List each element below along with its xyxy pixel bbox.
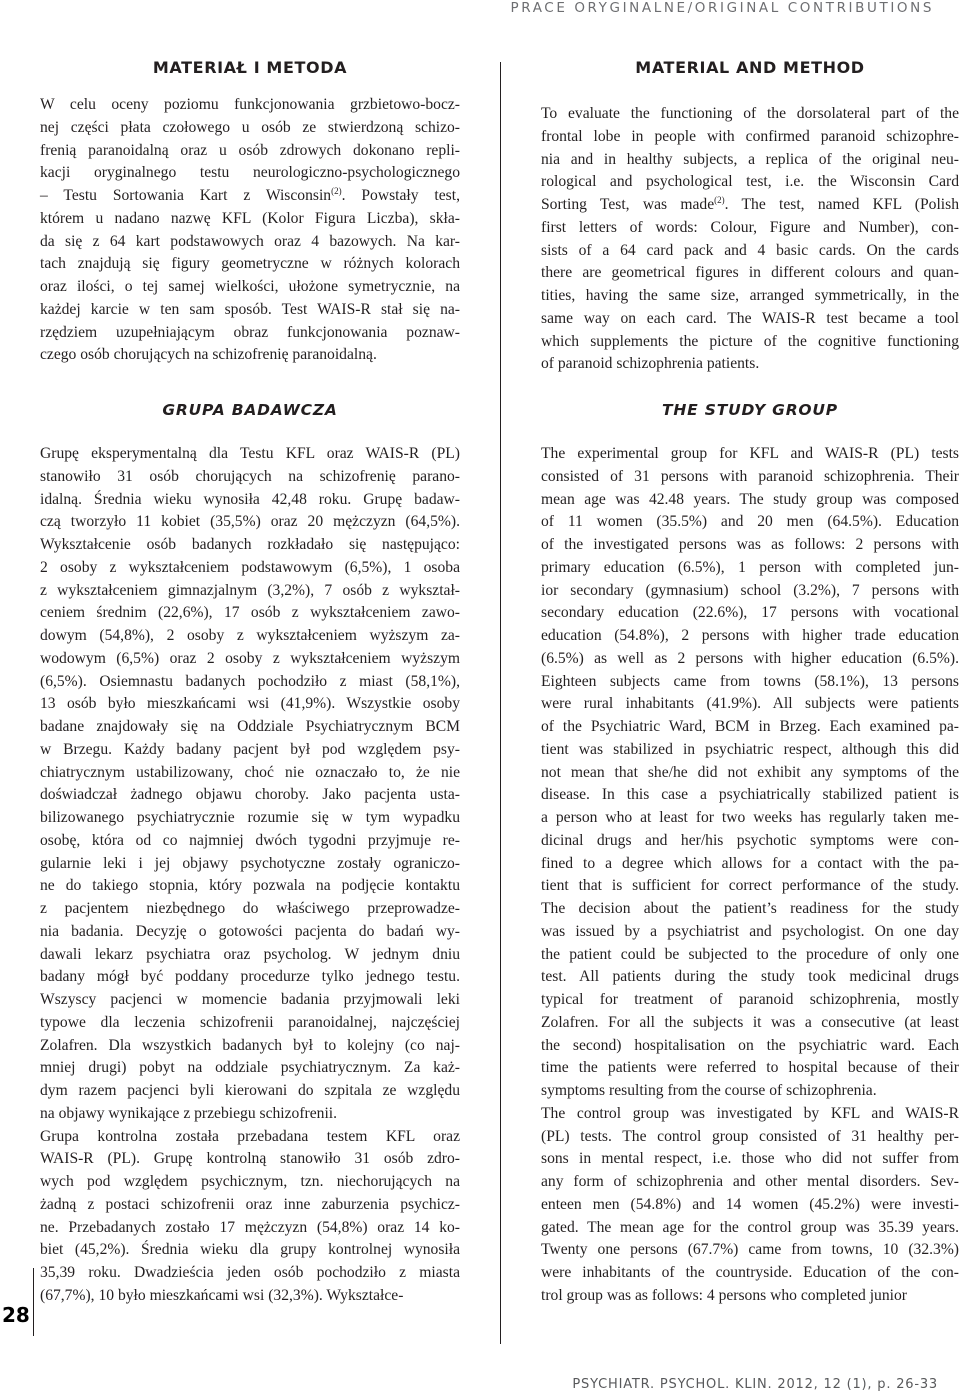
page-number: 28	[2, 1303, 30, 1327]
text-line	[541, 1012, 959, 1035]
text-line	[541, 1262, 959, 1285]
text-line	[40, 784, 460, 807]
text-line	[40, 1148, 460, 1171]
line-text: fined to a degree which allows for a contact with the pa-	[541, 854, 959, 872]
line-text: dicinal drugs and her/his psychotic symptoms were con-	[541, 831, 959, 849]
text-line	[40, 208, 460, 231]
line-text: first letters of words: Colour, Figure and Number), con-	[541, 218, 959, 236]
text-line	[541, 1126, 959, 1149]
text-line	[541, 511, 959, 534]
text-line	[40, 322, 460, 345]
text-line	[541, 921, 959, 944]
text-line	[40, 1171, 460, 1194]
text-line	[40, 1057, 460, 1080]
text-line	[40, 140, 460, 163]
text-line	[541, 1080, 959, 1103]
line-text: badany mógł być poddany procedurze tylko jednego testu.	[40, 968, 460, 986]
text-line	[40, 989, 460, 1012]
text-line	[541, 240, 959, 263]
line-text: kacji oryginalnego testu neurologiczno-psychologicznego	[40, 164, 460, 182]
line-text: każdej karcie w ten sam sposób. Test WAIS-R stał się na-	[40, 300, 460, 318]
line-text: Zolafren. For all the subjects it was a consecutive (at least	[541, 1013, 959, 1031]
line-text: The experimental group for KFL and WAIS-R (PL) tests	[541, 445, 959, 462]
text-line	[40, 489, 460, 512]
line-text-tail: . The test, named KFL (Polish	[724, 196, 960, 213]
line-text: dawali lekarz psychiatra oraz psycholog. W jednym dniu	[40, 945, 460, 963]
text-line	[40, 1239, 460, 1262]
text-line	[40, 1194, 460, 1217]
line-text: were inhabitants of the countryside. Education of the con-	[541, 1264, 959, 1281]
text-line	[541, 739, 959, 762]
line-text: disease. In this case a psychiatrically stabilized patient is	[541, 786, 959, 804]
line-text: test. All patients during the study took medicinal drugs	[541, 968, 959, 986]
line-text: 2 osoby z wykształceniem podstawowym (6,5%), 1 osoba	[40, 558, 460, 576]
text-line	[40, 1285, 460, 1308]
line-text: biet (45,2%). Średnia wieku dla grupy kontrolnej wynosiła	[40, 1241, 460, 1259]
text-line	[541, 898, 959, 921]
text-line	[541, 853, 959, 876]
line-text: the second) hospitalisation on the psychiatric ward. Each	[541, 1036, 959, 1054]
line-text: secondary education (22.6%), 17 persons with vocational	[541, 604, 959, 622]
line-text: z wykształceniem gimnazjalnym (3,2%), 7 osób z wykształ-	[40, 581, 460, 599]
text-line	[40, 875, 460, 898]
text-line	[40, 466, 460, 489]
text-line	[40, 1080, 460, 1103]
line-text: 13 osób było mieszkańcami wsi (41,9%). Wszystkie osoby	[40, 695, 460, 713]
line-text: of 11 women (35.5%) and 20 men (64.5%). Education	[541, 513, 959, 531]
text-line	[40, 830, 460, 853]
line-text: nia badania. Decyzję o gotowości pacjenta do badań wy-	[40, 922, 460, 940]
text-line	[40, 648, 460, 671]
line-text: trol group was as follows: 4 persons who completed junior	[541, 1286, 907, 1304]
text-line	[40, 511, 460, 534]
line-text: frontal lobe in people with confirmed paranoid schizophre-	[541, 127, 959, 145]
line-text: there are geometrical figures in different colours and quan-	[541, 264, 959, 282]
line-text: Twenty one persons (67.7%) came from towns, 10 (32.3%)	[541, 1241, 959, 1259]
text-line	[40, 580, 460, 603]
text-line	[40, 602, 460, 625]
text-line	[541, 693, 959, 716]
line-text: Sorting Test, was made	[541, 196, 715, 213]
text-line	[40, 162, 460, 185]
text-line	[541, 331, 959, 354]
line-text: gularnie leki i jej objawy psychotyczne zostały ograniczo-	[40, 854, 460, 872]
text-line	[40, 231, 460, 254]
line-text: symptoms resulting from the course of schizophrenia.	[541, 1082, 877, 1099]
text-line	[541, 443, 959, 466]
text-line	[541, 648, 959, 671]
text-line	[541, 807, 959, 830]
text-line	[541, 1171, 959, 1194]
text-line	[40, 807, 460, 830]
line-text: of the investigated persons was as follows: 2 persons with	[541, 536, 959, 553]
text-line	[40, 276, 460, 299]
line-text: The control group was investigated by KFL and WAIS-R	[541, 1104, 959, 1122]
line-text: mean age was 42.48 years. The study group was composed	[541, 490, 959, 508]
line-text: which supplements the picture of the cognitive functioning	[541, 332, 959, 350]
text-line	[541, 103, 959, 126]
line-text: was issued by a psychiatrist and psychologist. On one day	[541, 922, 959, 940]
citation-reference: (2)	[714, 194, 725, 205]
text-line	[40, 898, 460, 921]
paragraph-method-en	[541, 103, 959, 376]
text-line	[40, 921, 460, 944]
line-text: na objawy wynikające z przebiegu schizofrenii.	[40, 1104, 338, 1122]
line-text: gated. The mean age for the control group was 35.39 years.	[541, 1218, 959, 1236]
line-text: Eighteen subjects came from towns (58.1%), 13 persons	[541, 672, 959, 690]
text-line	[40, 557, 460, 580]
text-line	[541, 1103, 959, 1126]
text-line	[40, 1012, 460, 1035]
line-text: WAIS-R (PL). Grupę kontrolną stanowiło 31 osób zdro-	[40, 1150, 460, 1168]
line-text: idalną. Średnia wieku wynosiła 42,48 roku. Grupę badaw-	[40, 490, 460, 508]
text-line	[40, 1217, 460, 1240]
line-text: wych pod względem psychicznym, tzn. niechorujących na	[40, 1173, 460, 1190]
text-line	[541, 353, 959, 376]
line-text: tach znajdują się figury geometryczne w różnych kolorach	[40, 255, 460, 273]
column-divider	[500, 62, 501, 1344]
text-line	[40, 1103, 460, 1126]
line-text: ceniem średnim (22,6%), 17 osób z wykształceniem zawo-	[40, 604, 460, 622]
text-line	[40, 1126, 460, 1149]
line-text: ior secondary (gymnasium) school (3.2%), 7 persons with	[541, 581, 959, 599]
text-line	[40, 944, 460, 967]
text-line	[40, 625, 460, 648]
line-text: czą tworzyło 11 kobiet (35,5%) oraz 20 mężczyzn (64,5%).	[40, 513, 460, 531]
line-text: not mean that she/he did not exhibit any symptoms of the	[541, 763, 959, 781]
text-line	[541, 285, 959, 308]
paragraph-method-pl	[40, 94, 460, 367]
line-text: education (54.8%), 2 persons with higher trade education	[541, 627, 959, 644]
line-text: oraz ilości, o tej samej wielkości, ułożone symetrycznie, na	[40, 278, 460, 295]
text-line	[541, 625, 959, 648]
line-text: osobę, która od co najmniej dwóch tygodni przyjmuje re-	[40, 831, 460, 849]
line-text: (6.5%) as well as 2 persons with higher education (6.5%).	[541, 649, 959, 667]
line-text: were rural inhabitants (41.9%). All subjects were patients	[541, 695, 959, 713]
line-text: typical for treatment of paranoid schizophrenia, mostly	[541, 991, 959, 1008]
text-line	[541, 944, 959, 967]
line-text: same way on each card. The WAIS-R test became a tool	[541, 309, 959, 327]
line-text: doświadczał żadnego objawu choroby. Jako pacjenta usta-	[40, 786, 460, 804]
line-text: rological and psychological test, i.e. the Wisconsin Card	[541, 173, 959, 191]
line-text: stanowiło 31 osób chorujących na schizofrenię parano-	[40, 467, 460, 485]
text-line	[541, 671, 959, 694]
line-text: tities, having the same size, arranged symmetrically, in the	[541, 287, 959, 304]
line-text: (PL) tests. The control group consisted of 31 healthy per-	[541, 1127, 959, 1145]
text-line	[40, 966, 460, 989]
line-text: rzędziem uzupełniającym obraz funkcjonowania poznaw-	[40, 323, 460, 341]
line-text: którem u nadano nazwę KFL (Kolor Figura Liczba), skła-	[40, 209, 460, 227]
line-text: sists of a 64 card pack and 4 basic cards. On the cards	[541, 241, 959, 259]
text-line	[541, 784, 959, 807]
line-text: time the patients were referred to hospital because of their	[541, 1059, 959, 1077]
text-line	[541, 875, 959, 898]
text-line	[541, 1285, 959, 1308]
line-text: dowym (54,8%), 2 osoby z wykształceniem wyższym za-	[40, 627, 460, 644]
line-text: Grupę eksperymentalną dla Testu KFL oraz WAIS-R (PL)	[40, 445, 460, 462]
text-line	[541, 217, 959, 240]
text-line	[541, 1148, 959, 1171]
text-line	[541, 534, 959, 557]
line-text: any form of schizophrenia and other mental disorders. Sev-	[541, 1173, 959, 1190]
text-line	[541, 1217, 959, 1240]
line-text: tient that is sufficient for correct performance of the study.	[541, 877, 959, 895]
text-line	[40, 344, 460, 367]
text-line	[541, 966, 959, 989]
subsection-heading-en: THE STUDY GROUP	[662, 401, 838, 419]
line-text-tail: . Powstały test,	[341, 187, 460, 204]
citation-reference: (2)	[331, 185, 342, 196]
text-line	[541, 194, 959, 217]
line-text: z pacjentem niezbędnego do właściwego przeprowadze-	[40, 900, 460, 917]
text-line	[541, 989, 959, 1012]
text-line	[541, 308, 959, 331]
text-line	[40, 117, 460, 140]
text-line	[40, 716, 460, 739]
line-text: nia and in healthy subjects, a replica of the original neu-	[541, 150, 959, 168]
paragraph-group-pl	[40, 443, 460, 1308]
text-line	[40, 534, 460, 557]
text-line	[40, 443, 460, 466]
text-line	[541, 1194, 959, 1217]
text-line	[541, 171, 959, 194]
text-line	[40, 671, 460, 694]
line-text: (6,5%). Osiemnastu badanych pochodziło z miast (58,1%),	[40, 672, 460, 690]
line-text: the patient could be subjected to the procedure of only one	[541, 945, 959, 963]
text-line	[541, 149, 959, 172]
text-line	[541, 830, 959, 853]
line-text: w Brzegu. Każdy badany pacjent był pod względem psy-	[40, 740, 460, 758]
text-line	[40, 739, 460, 762]
text-line	[40, 299, 460, 322]
line-text: W celu oceny poziomu funkcjonowania grzbietowo-bocz-	[40, 96, 460, 113]
line-text: dym razem pacjenci byli kierowani do szpitala ze względu	[40, 1082, 460, 1099]
text-line	[541, 602, 959, 625]
line-text: of the Psychiatric Ward, BCM in Brzeg. Each examined pa-	[541, 718, 959, 735]
text-line	[541, 466, 959, 489]
text-line	[541, 1057, 959, 1080]
line-text: typowe dla leczenia schizofrenii paranoidalnej, najczęściej	[40, 1013, 460, 1031]
text-line	[40, 853, 460, 876]
line-text: Wszyscy pacjenci w momencie badania przyjmowali leki	[40, 991, 460, 1008]
line-text: Wykształcenie osób badanych rozkładało się następująco:	[40, 536, 460, 553]
line-text: Zolafren. Dla wszystkich badanych był to kolejny (co naj-	[40, 1036, 460, 1054]
text-line	[40, 762, 460, 785]
line-text: 35,39 roku. Dwadzieścia jeden osób pochodziło z miasta	[40, 1264, 460, 1281]
text-line	[40, 253, 460, 276]
text-line	[40, 1035, 460, 1058]
line-text: ne. Przebadanych zostało 17 mężczyzn (54,8%) oraz 14 ko-	[40, 1218, 460, 1236]
line-text: a person who at least for two weeks has regularly taken me-	[541, 809, 959, 826]
text-line	[40, 185, 460, 208]
text-line	[40, 1262, 460, 1285]
text-line	[541, 1239, 959, 1262]
line-text: sons in mental respect, i.e. those who did not suffer from	[541, 1150, 959, 1168]
text-line	[541, 126, 959, 149]
line-text: enteen men (54.8%) and 14 women (45.2%) were investi-	[541, 1195, 959, 1213]
line-text: The decision about the patient’s readiness for the study	[541, 900, 959, 917]
text-line	[40, 94, 460, 117]
line-text: of paranoid schizophrenia patients.	[541, 355, 760, 373]
line-text: mniej drugi) pobyt na oddziale psychiatrycznym. Za każ-	[40, 1059, 460, 1077]
text-line	[40, 693, 460, 716]
text-line	[541, 762, 959, 785]
line-text: da się z 64 kart podstawowych oraz 4 bazowych. Na kar-	[40, 232, 460, 250]
line-text: badane znajdowały się na Oddziale Psychiatrycznym BCM	[40, 718, 460, 735]
text-line	[541, 716, 959, 739]
line-text: – Testu Sortowania Kart z Wisconsin	[40, 187, 332, 204]
section-heading-en: MATERIAL AND METHOD	[635, 58, 865, 77]
line-text: (67,7%), 10 było mieszkańcami wsi (32,3%). Wykształce-	[40, 1286, 404, 1304]
line-text: wodowym (6,5%) oraz 2 osoby z wykształceniem wyższym	[40, 649, 460, 667]
line-text: consisted of 31 persons with paranoid schizophrenia. Their	[541, 467, 959, 485]
text-line	[541, 557, 959, 580]
line-text: frenią paranoidalną oraz u osób zdrowych dokonano repli-	[40, 141, 460, 159]
line-text: czego osób chorujących na schizofrenię paranoidalną.	[40, 346, 377, 364]
line-text: bilizowanego psychiatrycznie rozumie się w tym wypadku	[40, 809, 460, 826]
journal-citation: PSYCHIATR. PSYCHOL. KLIN. 2012, 12 (1), p. 26-33	[572, 1377, 938, 1392]
page-number-rule	[33, 1268, 34, 1336]
subsection-heading-pl: GRUPA BADAWCZA	[162, 401, 338, 419]
line-text: primary education (6.5%), 1 person with completed jun-	[541, 558, 959, 576]
paragraph-group-en	[541, 443, 959, 1308]
section-heading-pl: MATERIAŁ I METODA	[152, 58, 348, 77]
line-text: ne do takiego stopnia, który pozwala na podjęcie kontaktu	[40, 877, 460, 895]
text-line	[541, 1035, 959, 1058]
line-text: żadną z postaci schizofrenii oraz inne zaburzenia psychicz-	[40, 1195, 460, 1213]
line-text: tient was stabilized in psychiatric respect, although this did	[541, 740, 959, 758]
line-text: chiatrycznym ustabilizowany, choć nie oznaczało to, że nie	[40, 763, 460, 781]
text-line	[541, 580, 959, 603]
text-line	[541, 262, 959, 285]
running-header: PRACE ORYGINALNE/ORIGINAL CONTRIBUTIONS	[510, 0, 934, 16]
line-text: To evaluate the functioning of the dorsolateral part of the	[541, 105, 959, 122]
line-text: nej części płata czołowego u osób ze stwierdzoną schizo-	[40, 118, 460, 136]
text-line	[541, 489, 959, 512]
line-text: Grupa kontrolna została przebadana testem KFL oraz	[40, 1127, 460, 1145]
